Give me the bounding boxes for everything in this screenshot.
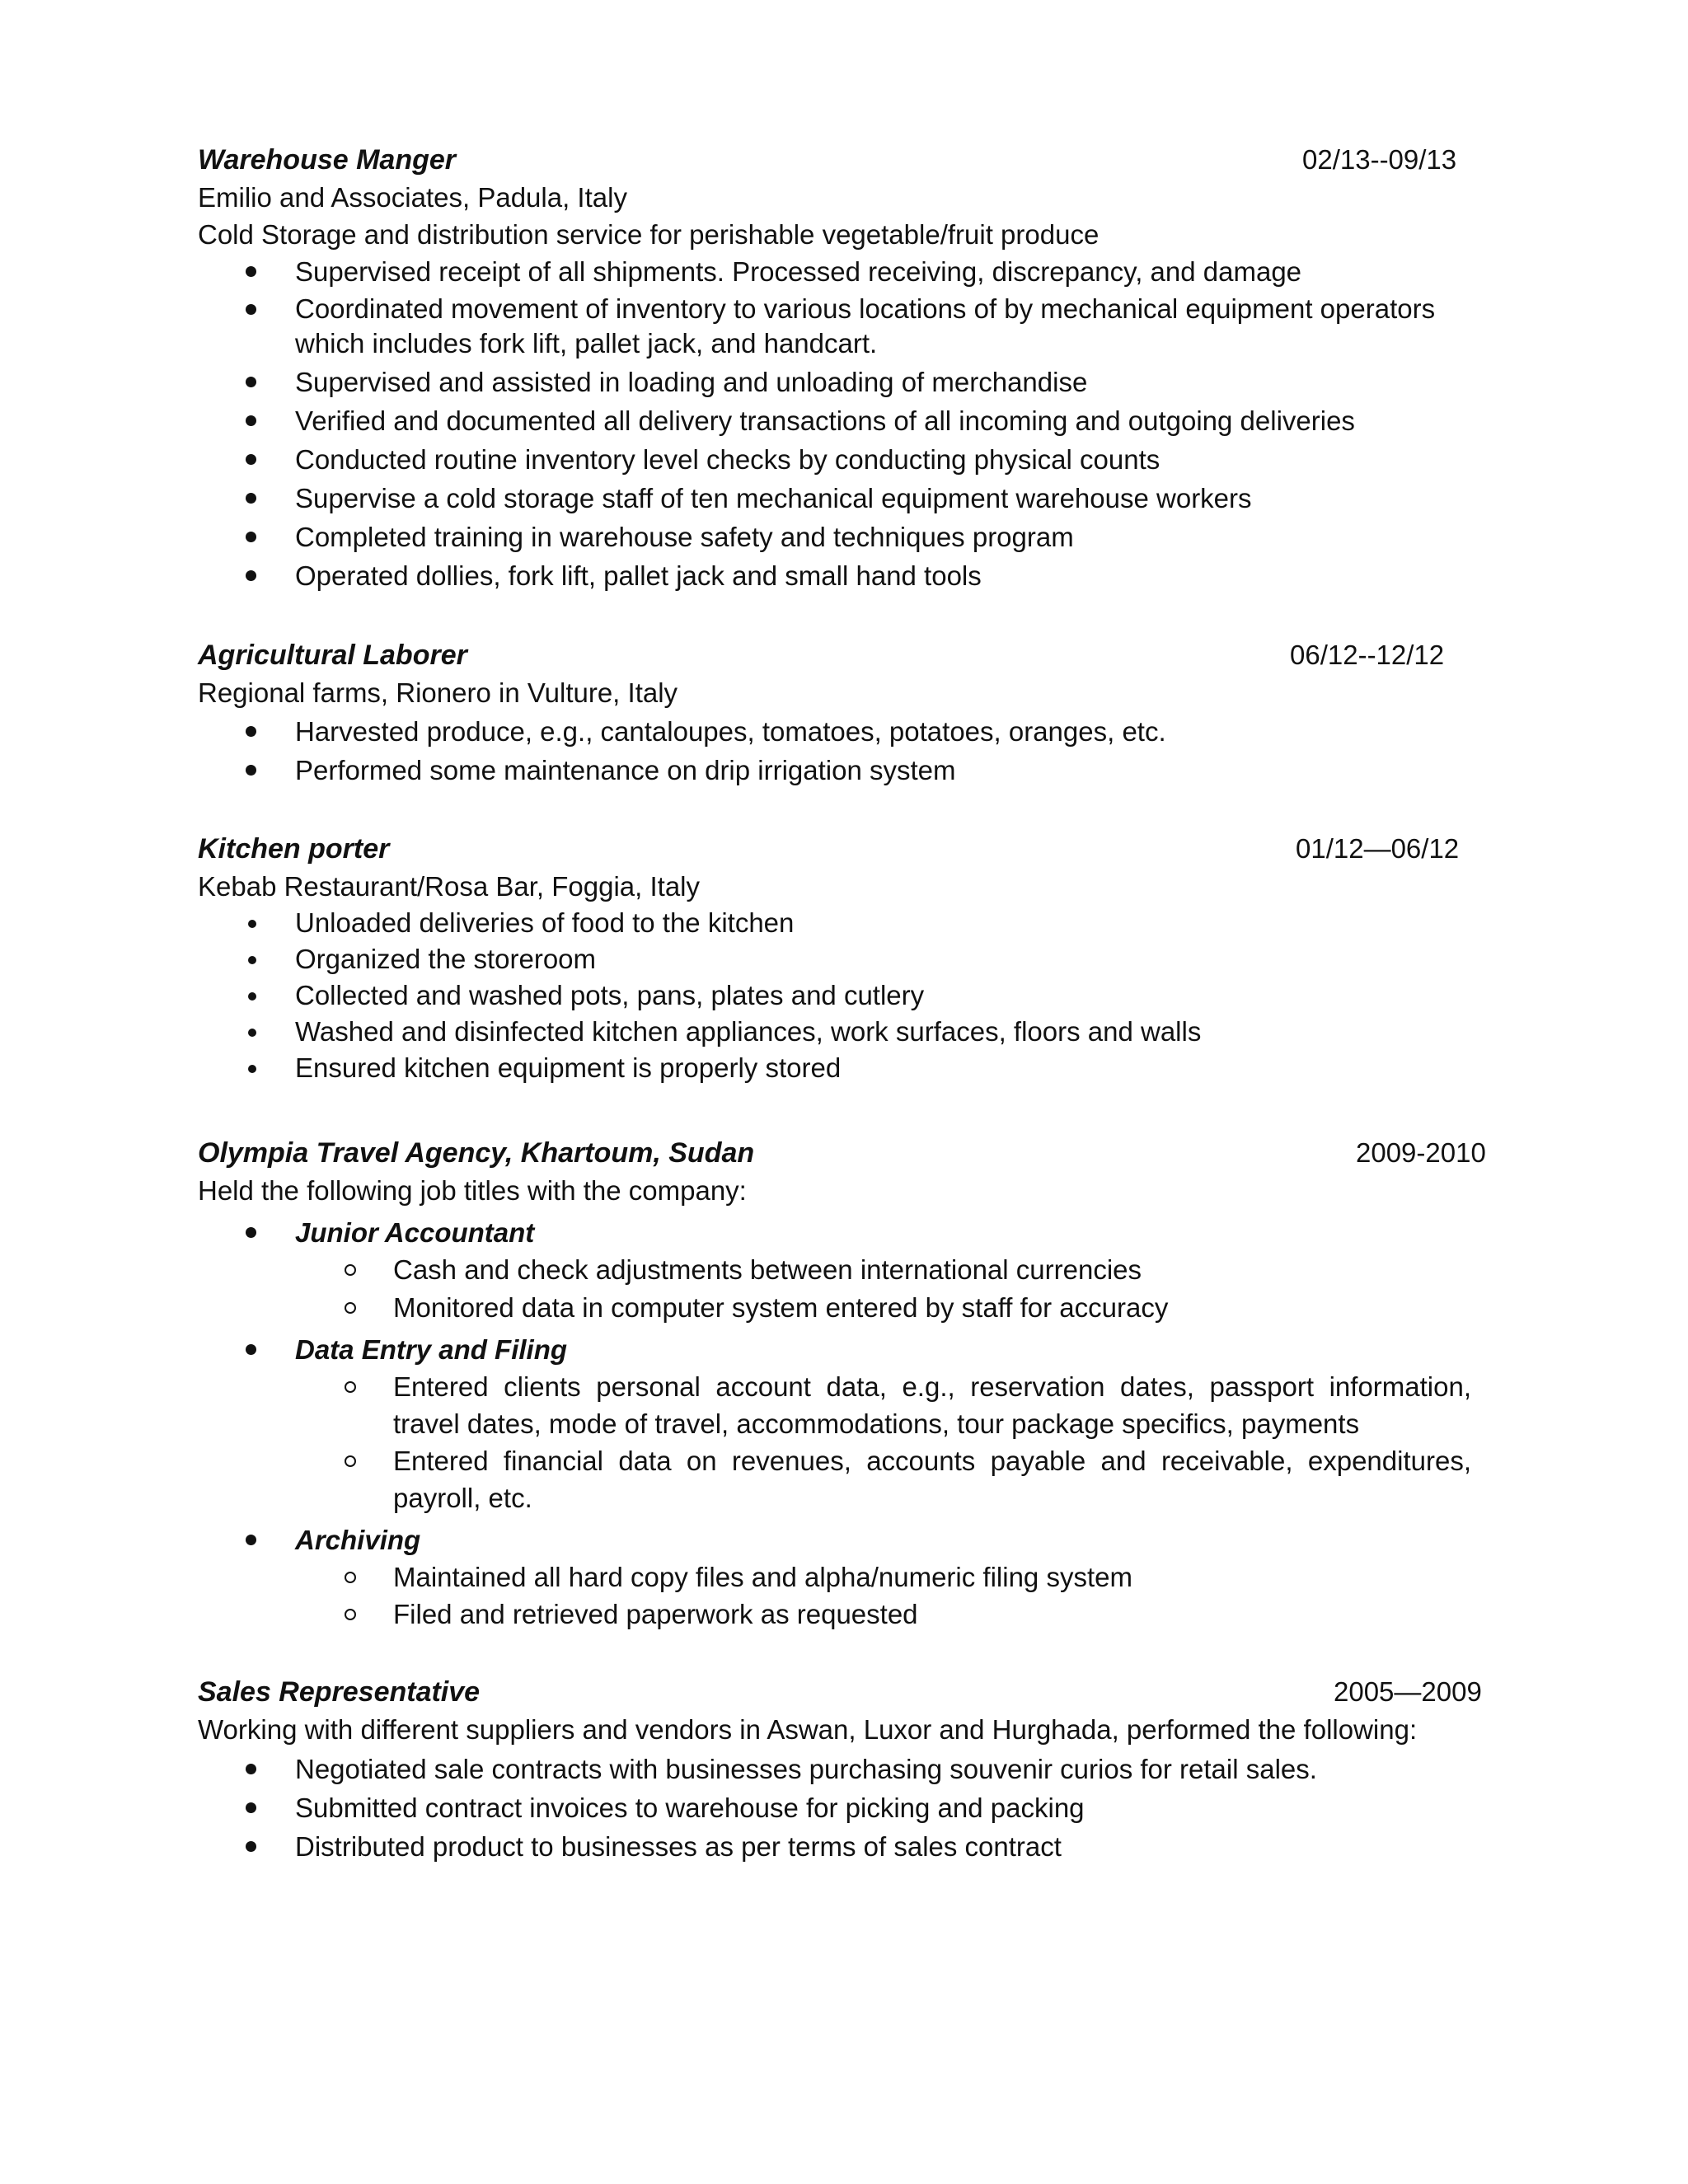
job-header [198,141,1471,179]
bullet-icon [246,570,256,581]
list-item: Monitored data in computer system entered by staff for accuracy [198,1289,1471,1326]
job-olympia-travel-agency [198,1134,1486,1633]
job-header [198,1673,1482,1711]
job-employer: Emilio and Associates, Padula, Italy [198,182,627,213]
bullet-icon [248,1029,256,1037]
list-item: Unloaded deliveries of food to the kitchen [198,905,1471,941]
job-title: Kitchen porter [198,833,390,865]
job-description: Cold Storage and distribution service for perishable vegetable/fruit produce [198,219,1100,250]
bullet-icon [246,1227,256,1238]
job-sales-representative [198,1673,1482,1865]
job-roles-list [198,1331,1471,1368]
bullet-icon [246,1841,256,1852]
job-duties-list [198,713,1471,789]
list-item: Supervised and assisted in loading and unloading of merchandise [198,363,1471,401]
list-item: Performed some maintenance on drip irrigation system [198,752,1471,789]
bullet-icon [246,532,256,542]
bullet-icon [246,415,256,426]
circle-bullet-icon [345,1572,356,1583]
bullet-icon [246,266,256,277]
circle-bullet-icon [345,1302,356,1314]
bullet-icon [248,1065,256,1073]
bullet-icon [246,454,256,465]
bullet-icon [246,1344,256,1355]
list-item: Cash and check adjustments between international currencies [198,1251,1471,1288]
job-dates: 2009-2010 [1356,1137,1486,1168]
job-roles-list [198,1521,1471,1558]
bullet-icon [248,992,256,1001]
list-item: Entered financial data on revenues, accounts payable and receivable, expenditures, payroll, etc. [198,1442,1471,1516]
list-item: Maintained all hard copy files and alpha/numeric filing system [198,1558,1471,1596]
list-item: Submitted contract invoices to warehouse for picking and packing [198,1789,1471,1826]
bullet-icon [248,920,256,928]
job-duties-list [198,253,1471,594]
job-title: Sales Representative [198,1676,481,1708]
role-title: Data Entry and Filing [295,1334,568,1365]
list-item: Supervise a cold storage staff of ten mechanical equipment warehouse workers [198,480,1471,517]
job-description: Held the following job titles with the company: [198,1175,747,1206]
job-duties-list [198,905,1471,1086]
bullet-icon [246,1535,256,1545]
job-title: Agricultural Laborer [198,640,467,671]
job-dates: 06/12--12/12 [1290,640,1445,670]
job-header [198,830,1471,868]
list-item: Washed and disinfected kitchen appliances, work surfaces, floors and walls [198,1014,1471,1050]
role-item [198,1521,1471,1558]
role-title: Junior Accountant [295,1217,535,1248]
job-employer: Kebab Restaurant/Rosa Bar, Foggia, Italy [198,871,701,902]
bullet-icon [246,377,256,387]
role-item [198,1214,1471,1251]
bullet-icon [246,726,256,737]
list-item: Distributed product to businesses as per terms of sales contract [198,1828,1471,1865]
circle-bullet-icon [345,1455,356,1467]
role-duties-list [198,1368,1471,1516]
job-header [198,636,1471,674]
job-agricultural-laborer [198,636,1471,789]
bullet-icon [246,304,256,315]
list-item: Verified and documented all delivery transactions of all incoming and outgoing deliveries [198,402,1471,439]
list-item: Completed training in warehouse safety and techniques program [198,518,1471,555]
bullet-icon [246,1802,256,1813]
role-item [198,1331,1471,1368]
list-item: Coordinated movement of inventory to various locations of by mechanical equipment operators which includes fork lift, pallet jack, and handcart. [198,290,1471,361]
job-title: Olympia Travel Agency, Khartoum, Sudan [198,1137,755,1169]
circle-bullet-icon [345,1264,356,1276]
list-item: Supervised receipt of all shipments. Processed receiving, discrepancy, and damage [198,253,1471,290]
list-item: Entered clients personal account data, e.g., reservation dates, passport information, travel dates, mode of travel, accommodations, tour package specifics, payments [198,1368,1471,1442]
list-item: Filed and retrieved paperwork as requested [198,1596,1471,1633]
job-dates: 2005—2009 [1334,1676,1482,1707]
list-item: Operated dollies, fork lift, pallet jack and small hand tools [198,557,1471,594]
bullet-icon [246,765,256,776]
job-roles-list [198,1214,1471,1251]
job-duties-list [198,1750,1471,1865]
bullet-icon [246,493,256,504]
bullet-icon [248,956,256,964]
job-header [198,1134,1486,1172]
role-duties-list [198,1251,1471,1326]
list-item: Harvested produce, e.g., cantaloupes, tomatoes, potatoes, oranges, etc. [198,713,1471,750]
job-kitchen-porter [198,830,1471,1086]
circle-bullet-icon [345,1381,356,1393]
job-warehouse-manager [198,141,1471,594]
job-dates: 02/13--09/13 [1302,144,1457,175]
list-item: Organized the storeroom [198,941,1471,977]
list-item: Negotiated sale contracts with businesses purchasing souvenir curios for retail sales. [198,1750,1471,1788]
role-duties-list [198,1558,1471,1633]
list-item: Collected and washed pots, pans, plates and cutlery [198,977,1471,1014]
job-description: Working with different suppliers and vendors in Aswan, Luxor and Hurghada, performed the following: [198,1714,1418,1745]
job-employer: Regional farms, Rionero in Vulture, Italy [198,677,678,708]
list-item: Ensured kitchen equipment is properly stored [198,1050,1471,1086]
job-dates: 01/12—06/12 [1296,833,1460,864]
job-title: Warehouse Manger [198,144,457,176]
circle-bullet-icon [345,1609,356,1620]
list-item: Conducted routine inventory level checks by conducting physical counts [198,441,1471,478]
role-title: Archiving [295,1525,421,1555]
bullet-icon [246,1764,256,1774]
